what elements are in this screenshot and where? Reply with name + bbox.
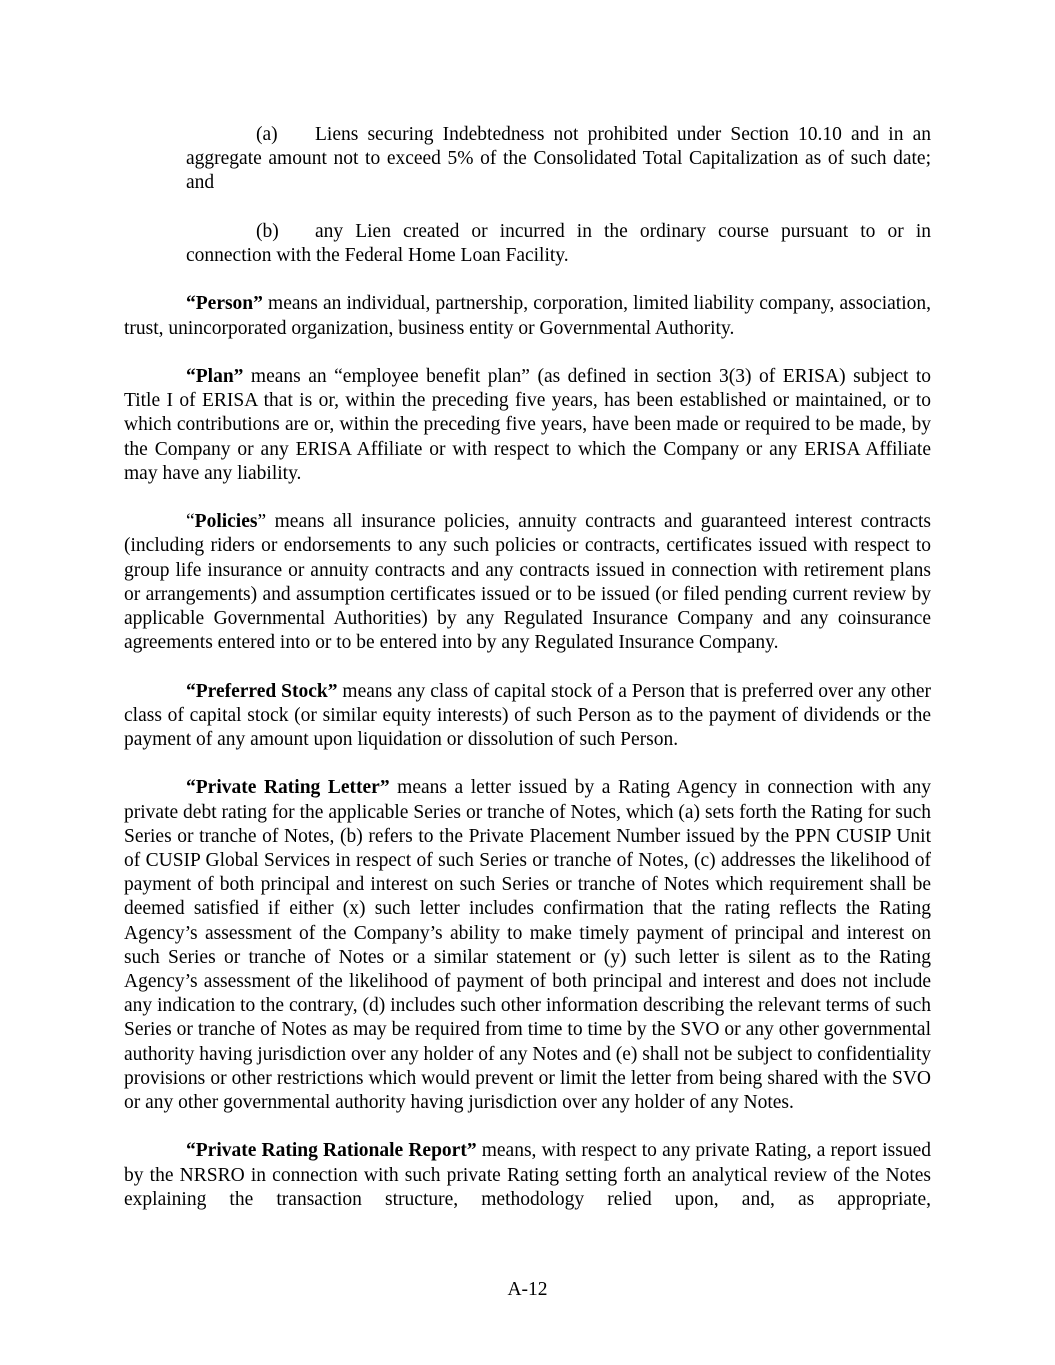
definition-plan [124, 365, 931, 486]
definition-policies [124, 510, 931, 655]
definition-text: means all insurance policies, annuity contracts and guaranteed interest contracts (including riders or endorsements to any such policies or contracts, certificates issued with respect to group life insurance or annuity contracts and any contracts issued in connection with retirement plans or arrangements) and assumption certificates issued or to be issued (or filed pending current review by applicable Governmental Authorities) by any Regulated Insurance Company and any coinsurance agreements entered into or to be entered into by any Regulated Insurance Company. [124, 511, 931, 654]
document-body [124, 123, 931, 1236]
definition-term: “Preferred Stock” [186, 680, 338, 702]
definition-text: means a letter issued by a Rating Agency in connection with any private debt rating for the applicable Series or tranche of Notes, which (a) sets forth the Rating for such Series or tranche of Notes, (b) refers to the Private Placement Number issued by the PPN CUSIP Unit of CUSIP Global Services in respect of such Series or tranche of Notes, (c) addresses the likelihood of payment of both principal and interest on such Series or tranche of Notes which requirement shall be deemed satisfied if either (x) such letter includes confirmation that the rating reflects the Rating Agency’s assessment of the Company’s ability to make timely payment of principal and interest on such Series or tranche of Notes or a similar statement or (y) such letter is silent as to the Rating Agency’s assessment of the likelihood of payment of both principal and interest and does not include any indication to the contrary, (d) includes such other information describing the relevant terms of such Series or tranche of Notes as may be required from time to time by the SVO or any other governmental authority having jurisdiction over any holder of any Notes and (e) shall not be subject to confidentiality provisions or other restrictions which would prevent or limit the letter from being shared with the SVO or any other governmental authority having jurisdiction over any holder of any Notes. [124, 777, 931, 1114]
definition-term: “Plan” [186, 365, 244, 387]
definition-term: “Private Rating Rationale Report” [186, 1140, 477, 1162]
definition-private-rating-letter [124, 776, 931, 1115]
definition-text: means any class of capital stock of a Person that is preferred over any other class of capital stock (or similar equity interests) of such Person as to the payment of dividends or the payment of any amount upon liquidation or dissolution of such Person. [124, 680, 931, 750]
clause-text: any Lien created or incurred in the ordinary course pursuant to or in connection with the Federal Home Loan Facility. [186, 220, 931, 266]
definition-prefix: “ [186, 511, 195, 533]
page-number: A-12 [507, 1279, 548, 1300]
clause-label: (a) [256, 124, 278, 145]
definition-private-rating-rationale-report [124, 1139, 931, 1212]
definition-text: means, with respect to any private Rating, a report issued by the NRSRO in connection with such private Rating setting forth an analytical review of the Notes explaining the transaction structure, methodology relied upon, and, as appropriate, [124, 1140, 931, 1210]
definition-text: means an individual, partnership, corporation, limited liability company, association, trust, unincorporated organization, business entity or Governmental Authority. [124, 293, 931, 339]
definition-person [124, 292, 931, 340]
clause-a [186, 123, 931, 196]
clause-text: Liens securing Indebtedness not prohibited under Section 10.10 and in an aggregate amount not to exceed 5% of the Consolidated Total Capitalization as of such date; and [186, 124, 931, 194]
definition-term: “Person” [186, 293, 263, 315]
definition-term: “Private Rating Letter” [186, 777, 390, 799]
definition-suffix: ” [257, 511, 267, 533]
definition-preferred-stock [124, 680, 931, 753]
clause-b [186, 220, 931, 268]
clause-label: (b) [256, 220, 279, 242]
definition-term: Policies [194, 511, 258, 533]
definition-text: means an “employee benefit plan” (as defined in section 3(3) of ERISA) subject to Title I of ERISA that is or, within the preceding five years, has been established or maintained, or to which contributions are or, within the preceding five years, have been made or required to be made, by the Company or any ERISA Affiliate or with respect to which the Company or any ERISA Affiliate may have any liability. [124, 365, 931, 484]
